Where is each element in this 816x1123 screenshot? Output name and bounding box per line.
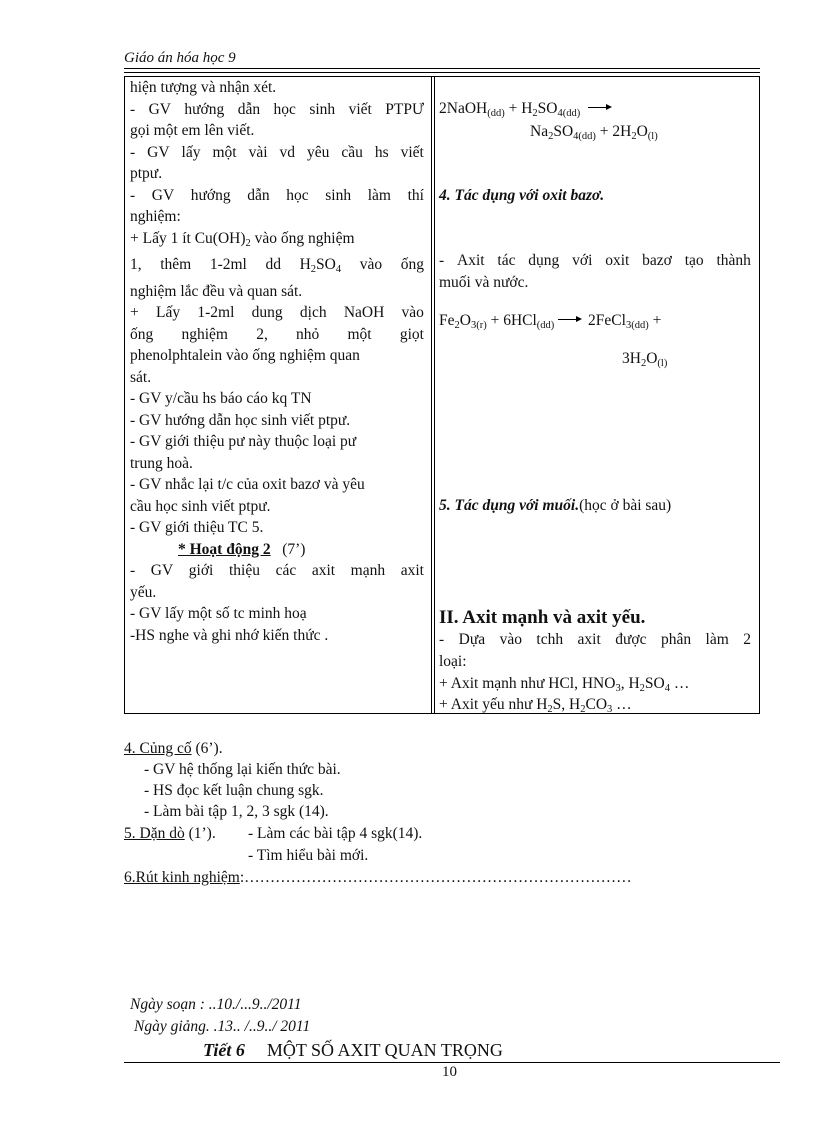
activity-line: - GV lấy một vài vd yêu cầu hs viết bbox=[130, 143, 424, 161]
activity-line: nghiệm: bbox=[130, 208, 181, 225]
homework-time: (1’). bbox=[188, 825, 216, 842]
activity-line: 1, thêm 1-2ml dd $H_2SO_4$ vào ống bbox=[130, 256, 424, 275]
lesson-table bbox=[124, 76, 760, 714]
teach-date: Ngày giảng. .13.. /..9../ 2011 bbox=[134, 1018, 311, 1035]
header-rule-thin bbox=[124, 72, 760, 73]
period-label: Tiết 6 bbox=[203, 1040, 245, 1060]
activity-line: gọi một em lên viết. bbox=[130, 122, 255, 139]
activity-line: - GV lấy một số tc minh hoạ bbox=[130, 605, 307, 622]
teacher-activity-column bbox=[130, 77, 424, 646]
prep-date: Ngày soạn : ..10./...9../2011 bbox=[130, 996, 302, 1013]
consolidation-item: - GV hệ thống lại kiến thức bài. bbox=[144, 761, 341, 778]
section-ii-text: - Dựa vào tchh axit được phân làm 2 bbox=[439, 631, 751, 648]
activity-line: - GV giới thiệu các axit mạnh axit bbox=[130, 562, 424, 579]
activity-line: sát. bbox=[130, 368, 152, 386]
activity-line: - GV hướng dẫn học sinh viết PTPƯ bbox=[130, 100, 424, 118]
activity-line: - GV hướng dẫn học sinh làm thí bbox=[130, 186, 424, 204]
activity-line: ptpư. bbox=[130, 165, 163, 182]
activity-line: yếu. bbox=[130, 583, 157, 601]
consolidation-item: - Làm bài tập 1, 2, 3 sgk (14). bbox=[144, 803, 329, 820]
equation-fe2o3-hcl: $Fe_2O_{3(r)} + 6HCl_{(dd)}$ 2FeCl$_{3(dd)}$ + bbox=[439, 312, 662, 331]
activity-line: phenolphtalein vào ống nghiệm quan bbox=[130, 347, 360, 364]
section-4-text: - Axit tác dụng với oxit bazơ tạo thành bbox=[439, 252, 751, 269]
section-5-note: (học ở bài sau) bbox=[579, 497, 672, 514]
header-rule bbox=[124, 68, 760, 69]
header-title: Giáo án hóa học 9 bbox=[124, 50, 236, 66]
homework-item: - Tìm hiểu bài mới. bbox=[248, 847, 369, 864]
section-5-title: 5. Tác dụng với muối. bbox=[439, 497, 580, 514]
activity-line: - GV giới thiệu pư này thuộc loại pư bbox=[130, 433, 357, 450]
activity-2-title: * Hoạt động 2 bbox=[178, 540, 271, 558]
consolidation-item: - HS đọc kết luận chung sgk. bbox=[144, 782, 324, 799]
section-4-heading: 4. Tác dụng với oxit bazơ. bbox=[439, 187, 605, 204]
activity-line: + Lấy 1 ít $Cu(OH)_2$ vào ống nghiệm bbox=[130, 229, 355, 249]
activity-line: -HS nghe và ghi nhớ kiến thức . bbox=[130, 626, 329, 644]
section-5-heading bbox=[439, 497, 671, 515]
consolidation-title: 4. Củng cố bbox=[124, 740, 192, 757]
activity-line: - GV nhắc lại t/c của oxit bazơ và yêu bbox=[130, 476, 365, 493]
activity-line: cầu học sinh viết ptpư. bbox=[130, 497, 271, 515]
column-divider bbox=[431, 77, 432, 713]
weak-acids: + Axit yếu như $H_2S$, $H_2CO_3$ … bbox=[439, 696, 632, 715]
page-number: 10 bbox=[442, 1064, 457, 1080]
lesson-title: MỘT SỐ AXIT QUAN TRỌNG bbox=[266, 1040, 503, 1060]
equation-water: $3H_2O_{(l)}$ bbox=[622, 350, 668, 369]
strong-acids: + Axit mạnh như HCl, $HNO_3$, $H_2SO_4$ … bbox=[439, 675, 690, 694]
homework-title: 5. Dặn dò bbox=[124, 825, 185, 842]
activity-line: ống nghiệm 2, nhỏ một giọt bbox=[130, 325, 424, 343]
equation-products: $Na_2SO_{4(dd)} + 2H_2O_{(l)}$ bbox=[530, 123, 658, 142]
activity-line: + Lấy 1-2ml dung dịch NaOH vào bbox=[130, 304, 424, 321]
activity-2-time: (7’) bbox=[282, 540, 306, 558]
footer-rule bbox=[124, 1062, 780, 1063]
consolidation-time: (6’). bbox=[195, 740, 223, 757]
section-ii-text-cont: loại: bbox=[439, 653, 467, 670]
homework-item: - Làm các bài tập 4 sgk(14). bbox=[248, 825, 423, 842]
homework-heading bbox=[124, 825, 216, 843]
column-divider-inner bbox=[434, 77, 435, 713]
activity-line: trung hoà. bbox=[130, 454, 193, 472]
activity-line: - GV hướng dẫn học sinh viết ptpư. bbox=[130, 411, 351, 429]
activity-line: nghiệm lắc đều và quan sát. bbox=[130, 282, 303, 300]
activity-line: - GV giới thiệu TC 5. bbox=[130, 519, 264, 536]
experience-line bbox=[124, 869, 632, 887]
activity-line: hiện tượng và nhận xét. bbox=[130, 79, 277, 96]
activity-line: - GV y/cầu hs báo cáo kq TN bbox=[130, 390, 312, 407]
experience-title: 6.Rút kinh nghiệm bbox=[124, 869, 240, 886]
next-lesson-title bbox=[203, 1040, 503, 1061]
section-4-text-cont: muối và nước. bbox=[439, 274, 529, 291]
reaction-arrow-icon bbox=[588, 107, 610, 108]
experience-dots: :………………………………………………………………… bbox=[239, 869, 632, 886]
consolidation-heading bbox=[124, 740, 223, 758]
activity-heading bbox=[130, 539, 424, 561]
reaction-arrow-icon bbox=[558, 319, 580, 320]
section-ii-heading: II. Axit mạnh và axit yếu. bbox=[439, 607, 646, 628]
equation-naoh-h2so4: 2NaOH$_{(dd)}$ + $H_2SO_{4(dd)}$ bbox=[439, 100, 610, 119]
